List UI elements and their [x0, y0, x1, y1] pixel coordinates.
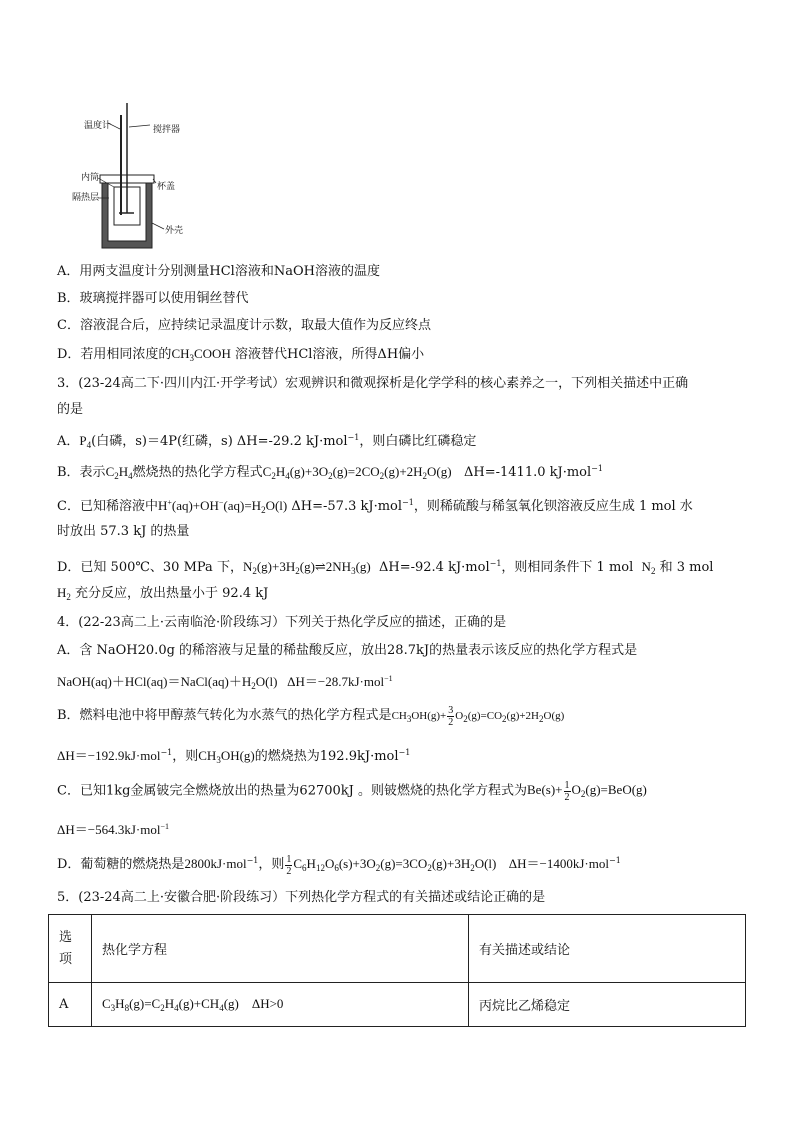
table-row: [49, 983, 746, 1027]
q4-option-c: C．已知1kg金属铍完全燃烧放出的热量为62700kJ 。则铍燃烧的热化学方程式为Be(s)+ $\frac{1}{2}$ $O_2(g)=BeO(g)$: [57, 780, 647, 803]
q5-table: [48, 914, 746, 1027]
q4-option-b: B．燃料电池中将甲醇蒸气转化为水蒸气的热化学方程式是$CH_3OH(g)+$ $\frac{3}{2}$ $O_2(g)=CO_2(g)+2H_2O(g)$: [57, 705, 565, 728]
q2-option-c: C．溶液混合后，应持续记录温度计示数，取最大值作为反应终点: [57, 318, 431, 333]
q4-stem: 4．(22-23高二上·云南临沧·阶段练习）下列关于热化学反应的描述，正确的是: [57, 615, 507, 630]
label-lid: 杯盖: [157, 182, 176, 192]
label-inner: 内筒: [81, 173, 100, 183]
q3-option-a: A．$P_4$(白磷，s)＝4P(红磷，s) ΔH=-29.2 kJ·mol$^{-1}$，则白磷比红磷稳定: [57, 433, 477, 450]
q3-stem-cont: 的是: [57, 402, 84, 417]
row-a-option: A: [49, 983, 92, 1027]
q3-option-c: C．已知稀溶液中$H^+(aq)+OH^-(aq)=H_2O(l)$ ΔH=-57.3 kJ·mol$^{-1}$，则稀硫酸与稀氢氧化钡溶液反应生成 1 mol 水: [57, 498, 693, 515]
row-a-equation: $C_3H_8(g)=C_2H_4(g)+CH_4(g)$ ΔH>0: [92, 983, 469, 1027]
label-shell: 外壳: [165, 226, 184, 236]
label-thermometer: 温度计: [84, 121, 112, 131]
label-insulation: 隔热层: [72, 193, 100, 203]
label-stirrer: 搅拌器: [153, 125, 181, 135]
q4-option-b-cont: ΔH＝−192.9kJ·mol$^{-1}$，则$CH_3OH(g)$的燃烧热为192.9kJ·mol$^{-1}$: [57, 748, 411, 765]
q4-option-a-equation: $NaOH(aq)+HCl(aq)=NaCl(aq)+H_2O(l)$ ΔH＝−28.7kJ·mol$^{-1}$: [57, 674, 393, 691]
table-header-row: [49, 915, 746, 983]
q3-option-d: D．已知 500℃、30 MPa 下，$N_2(g)+3H_2(g)\rightleftharpoons 2NH_3(g)$ ΔH=-92.4 kJ·mol$^{-1}$，则相同条件下 1 mol $N_2$ 和 3 mol: [57, 559, 714, 576]
header-conclusion: 有关描述或结论: [469, 915, 746, 983]
q3-option-c-cont: 时放出 57.3 kJ 的热量: [57, 524, 190, 539]
q3-option-d-cont: $H_2$ 充分反应，放出热量小于 92.4 kJ: [57, 585, 269, 602]
q2-option-d: D．若用相同浓度的$CH_3COOH$ 溶液替代HCl溶液，所得ΔH偏小: [57, 346, 425, 363]
q2-option-a: A．用两支温度计分别测量HCl溶液和NaOH溶液的温度: [57, 264, 380, 279]
q4-option-c-cont: ΔH＝−564.3kJ·mol$^{-1}$: [57, 822, 169, 837]
q4-option-a: A．含 NaOH20.0g 的稀溶液与足量的稀盐酸反应，放出28.7kJ的热量表示该反应的热化学方程式是: [57, 643, 638, 658]
header-equation: 热化学方程: [92, 915, 469, 983]
q2-option-b: B．玻璃搅拌器可以使用铜丝替代: [57, 291, 249, 306]
row-a-conclusion: 丙烷比乙烯稳定: [469, 983, 746, 1027]
q3-option-b: B．表示$C_2H_4$燃烧热的热化学方程式$C_2H_4(g)+3O_2(g)=2CO_2(g)+2H_2O(g)$ ΔH=-1411.0 kJ·mol$^{-1}$: [57, 464, 603, 481]
header-option: 选项: [49, 915, 92, 983]
q4-option-d: D．葡萄糖的燃烧热是2800kJ·mol$^{-1}$，则 $\frac{1}{2}$ $C_6H_{12}O_6(s)+3O_2(g)=3CO_2(g)+3H_2O(l)$ ΔH＝−1400kJ·mol$^{-1}$: [57, 853, 621, 877]
q5-stem: 5．(23-24高二上·安徽合肥·阶段练习）下列热化学方程式的有关描述或结论正确的是: [57, 890, 546, 905]
q3-stem: 3．(23-24高二下·四川内江·开学考试）宏观辨识和微观探析是化学学科的核心素养之一，下列相关描述中正确: [57, 376, 689, 391]
